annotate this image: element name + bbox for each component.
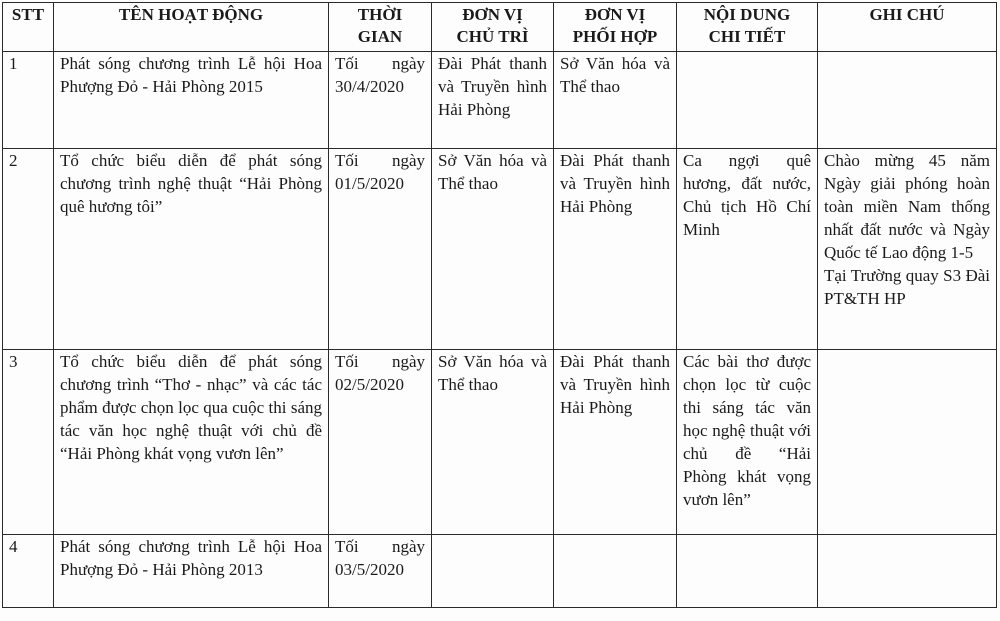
header-details: NỘI DUNG CHI TIẾT	[677, 3, 818, 52]
cell-activity-name: Tổ chức biểu diễn để phát sóng chương trình nghệ thuật “Hải Phòng quê hương tôi”	[54, 149, 329, 350]
cell-notes	[818, 52, 997, 149]
cell-notes	[818, 149, 997, 350]
cell-partner-unit	[554, 535, 677, 608]
cell-notes	[818, 350, 997, 535]
header-notes: GHI CHÚ	[818, 3, 997, 52]
header-host-unit: ĐƠN VỊ CHỦ TRÌ	[432, 3, 554, 52]
table-row	[3, 149, 997, 350]
table-row	[3, 52, 997, 149]
cell-host-unit	[432, 535, 554, 608]
table-row	[3, 535, 997, 608]
cell-details	[677, 52, 818, 149]
activity-table	[2, 2, 997, 608]
cell-time: Tối ngày 03/5/2020	[329, 535, 432, 608]
cell-activity-name: Phát sóng chương trình Lễ hội Hoa Phượng Đỏ - Hải Phòng 2015	[54, 52, 329, 149]
notes-celebration: Chào mừng 45 năm Ngày giải phóng hoàn toàn miền Nam thống nhất đất nước và Ngày Quốc tế Lao động 1-5	[824, 151, 990, 262]
cell-partner-unit: Đài Phát thanh và Truyền hình Hải Phòng	[554, 149, 677, 350]
cell-details: Ca ngợi quê hương, đất nước, Chủ tịch Hồ Chí Minh	[677, 149, 818, 350]
cell-notes	[818, 535, 997, 608]
table-row	[3, 350, 997, 535]
header-time: THỜI GIAN	[329, 3, 432, 52]
header-row	[3, 3, 997, 52]
cell-host-unit: Đài Phát thanh và Truyền hình Hải Phòng	[432, 52, 554, 149]
cell-stt: 2	[3, 149, 54, 350]
cell-stt: 4	[3, 535, 54, 608]
cell-activity-name: Phát sóng chương trình Lễ hội Hoa Phượng Đỏ - Hải Phòng 2013	[54, 535, 329, 608]
cell-time: Tối ngày 02/5/2020	[329, 350, 432, 535]
cell-details	[677, 535, 818, 608]
cell-details: Các bài thơ được chọn lọc từ cuộc thi sáng tác văn học nghệ thuật với chủ đề “Hải Phòng khát vọng vươn lên”	[677, 350, 818, 535]
header-partner-unit: ĐƠN VỊ PHỐI HỢP	[554, 3, 677, 52]
cell-host-unit: Sở Văn hóa và Thể thao	[432, 149, 554, 350]
notes-venue: Tại Trường quay S3 Đài PT&TH HP	[824, 266, 990, 308]
cell-host-unit: Sở Văn hóa và Thể thao	[432, 350, 554, 535]
cell-stt: 3	[3, 350, 54, 535]
cell-time: Tối ngày 01/5/2020	[329, 149, 432, 350]
cell-partner-unit: Sở Văn hóa và Thể thao	[554, 52, 677, 149]
header-activity-name: TÊN HOẠT ĐỘNG	[54, 3, 329, 52]
cell-time: Tối ngày 30/4/2020	[329, 52, 432, 149]
header-stt: STT	[3, 3, 54, 52]
cell-partner-unit: Đài Phát thanh và Truyền hình Hải Phòng	[554, 350, 677, 535]
cell-stt: 1	[3, 52, 54, 149]
cell-activity-name: Tổ chức biểu diễn để phát sóng chương trình “Thơ - nhạc” và các tác phẩm được chọn lọc qua cuộc thi sáng tác văn học nghệ thuật với chủ đề “Hải Phòng khát vọng vươn lên”	[54, 350, 329, 535]
